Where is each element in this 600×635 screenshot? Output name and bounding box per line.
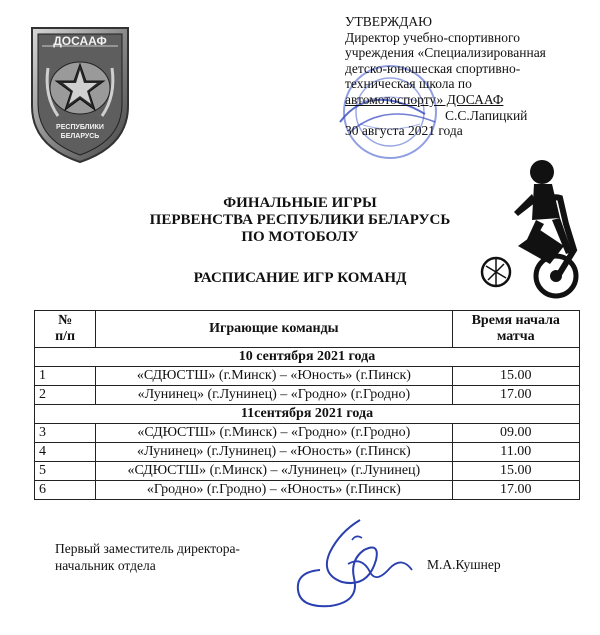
row-time: 17.00 bbox=[452, 386, 579, 405]
row-teams: «СДЮСТШ» (г.Минск) – «Гродно» (г.Гродно) bbox=[96, 424, 452, 443]
header-time-line-1: Время начала bbox=[471, 313, 560, 328]
row-teams: «СДЮСТШ» (г.Минск) – «Юность» (г.Пинск) bbox=[96, 367, 452, 386]
approval-heading: УТВЕРЖДАЮ bbox=[345, 14, 433, 29]
row-time: 15.00 bbox=[452, 367, 579, 386]
table-row bbox=[35, 367, 580, 386]
emblem-bottom-text-2: БЕЛАРУСЬ bbox=[60, 133, 100, 140]
schedule-table bbox=[34, 310, 580, 500]
footer-position-line-2: начальник отдела bbox=[55, 558, 156, 573]
approval-line-5: автомотоспорту» ДОСААФ bbox=[345, 91, 504, 107]
footer-position-line-1: Первый заместитель директора- bbox=[55, 541, 240, 556]
table-row bbox=[35, 443, 580, 462]
row-num: 6 bbox=[35, 481, 96, 500]
date-cell: 11сентября 2021 года bbox=[35, 405, 580, 424]
approval-line-2: учреждения «Специализированная bbox=[345, 45, 546, 61]
row-num: 5 bbox=[35, 462, 96, 481]
table-row bbox=[35, 462, 580, 481]
footer-name: М.А.Кушнер bbox=[427, 557, 501, 572]
date-row bbox=[35, 348, 580, 367]
header-num-line-1: № bbox=[58, 313, 73, 328]
row-num: 2 bbox=[35, 386, 96, 405]
date-row bbox=[35, 405, 580, 424]
table-header-row bbox=[35, 311, 580, 348]
approval-block bbox=[345, 14, 595, 139]
emblem-top-text: ДОСААФ bbox=[53, 34, 107, 48]
date-cell: 10 сентября 2021 года bbox=[35, 348, 580, 367]
table-row bbox=[35, 481, 580, 500]
row-teams: «Лунинец» (г.Лунинец) – «Юность» (г.Пинск) bbox=[96, 443, 452, 462]
emblem-bottom-text-1: РЕСПУБЛИКИ bbox=[56, 124, 104, 131]
dosaaf-emblem-icon bbox=[24, 16, 136, 166]
row-num: 3 bbox=[35, 424, 96, 443]
row-num: 4 bbox=[35, 443, 96, 462]
row-num: 1 bbox=[35, 367, 96, 386]
row-time: 09.00 bbox=[452, 424, 579, 443]
title-line-2: ПЕРВЕНСТВА РЕСПУБЛИКИ БЕЛАРУСЬ bbox=[149, 212, 451, 228]
approval-date: 30 августа 2021 года bbox=[345, 123, 463, 139]
handwritten-signature-icon bbox=[290, 512, 425, 612]
row-teams: «Гродно» (г.Гродно) – «Юность» (г.Пинск) bbox=[96, 481, 452, 500]
approval-line-1: Директор учебно-спортивного bbox=[345, 29, 520, 45]
schedule-subtitle: РАСПИСАНИЕ ИГР КОМАНД bbox=[193, 270, 407, 286]
header-time-line-2: матча bbox=[496, 329, 535, 344]
title-line-1: ФИНАЛЬНЫЕ ИГРЫ bbox=[223, 195, 377, 211]
header-num-line-2: п/п bbox=[55, 329, 76, 344]
header-teams: Играющие команды bbox=[96, 311, 452, 348]
header-num bbox=[35, 311, 96, 348]
approval-signer: С.С.Лапицкий bbox=[445, 107, 528, 123]
row-teams: «Лунинец» (г.Лунинец) – «Гродно» (г.Гродно) bbox=[96, 386, 452, 405]
row-time: 15.00 bbox=[452, 462, 579, 481]
row-time: 11.00 bbox=[452, 443, 579, 462]
table-row bbox=[35, 386, 580, 405]
approval-line-4: техническая школа по bbox=[345, 76, 472, 92]
header-time bbox=[452, 311, 579, 348]
footer-position bbox=[55, 540, 240, 574]
row-time: 17.00 bbox=[452, 481, 579, 500]
row-teams: «СДЮСТШ» (г.Минск) – «Лунинец» (г.Лунинец) bbox=[96, 462, 452, 481]
title-line-3: ПО МОТОБОЛУ bbox=[241, 229, 359, 245]
page-title bbox=[100, 195, 500, 246]
approval-line-3: детско-юношеская спортивно- bbox=[345, 60, 521, 76]
table-row bbox=[35, 424, 580, 443]
